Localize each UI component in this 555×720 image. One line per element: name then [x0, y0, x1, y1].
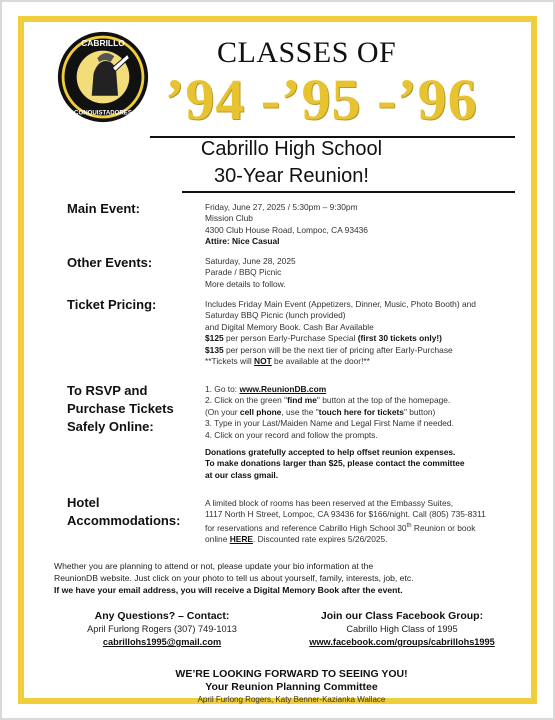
contact-block — [62, 610, 262, 649]
ticket-pricing-label: Ticket Pricing: — [67, 297, 157, 312]
footer-committee-members: April Furlong Rogers, Katy Benner-Kazianka Wallace — [197, 695, 386, 704]
bio-line: Whether you are planning to attend or not, please update your bio information at the — [54, 561, 374, 571]
rsvp-details — [205, 384, 535, 481]
hotel-label — [67, 494, 180, 530]
hotel-line: A limited block of rooms has been reserved at the Embassy Suites, — [205, 498, 454, 508]
hotel-line3-a: for reservations and reference Cabrillo High School 30 — [205, 522, 407, 533]
door-note-b: be available at the door!** — [271, 356, 370, 367]
logo-text-top: CABRILLO — [81, 37, 125, 48]
mobile-a: (On your — [205, 406, 240, 417]
facebook-block — [282, 610, 522, 649]
bio-line-bold: If we have your email address, you will receive a Digital Memory Book after the event. — [54, 585, 403, 595]
hotel-line — [205, 534, 535, 545]
attire-value: Nice Casual — [229, 236, 280, 247]
other-events-label: Other Events: — [67, 255, 153, 270]
other-events-details — [205, 256, 535, 290]
attire-label: Attire: — [205, 236, 230, 247]
other-events-line: Saturday, June 28, 2025 — [205, 256, 296, 266]
donation-line: To make donations larger than $25, please contact the committee — [205, 458, 465, 469]
hotel-details — [205, 498, 535, 545]
flyer-content — [32, 28, 523, 704]
price-next-text: per person will be the next tier of pricing after Early-Purchase — [223, 344, 453, 355]
contact-name: April Furlong Rogers (307) 749-1013 — [87, 624, 237, 634]
rsvp-step-2-mobile — [205, 407, 535, 418]
flyer-page — [18, 16, 537, 704]
door-note — [205, 356, 535, 367]
hotel-label-line: Hotel — [67, 495, 100, 510]
price-early-amount: $125 — [205, 333, 224, 344]
classes-of-title: CLASSES OF — [217, 36, 397, 69]
hotel-booking-link[interactable]: HERE — [229, 534, 253, 545]
facebook-group-link[interactable]: www.facebook.com/groups/cabrillohs1995 — [309, 637, 495, 647]
reunion-title: 30-Year Reunion! — [214, 165, 369, 187]
rsvp-step-2 — [205, 395, 535, 406]
main-event-line: 4300 Club House Road, Lompoc, CA 93436 — [205, 224, 368, 235]
bio-paragraph — [54, 560, 534, 596]
main-event-line: Mission Club — [205, 213, 253, 224]
price-next-amount: $135 — [205, 344, 224, 355]
price-tier-next — [205, 345, 535, 356]
rsvp-step-4: 4. Click on your record and follow the prompts. — [205, 429, 378, 440]
door-note-not: NOT — [254, 356, 272, 367]
pricing-line: and Digital Memory Book. Cash Bar Available — [205, 321, 374, 332]
door-note-a: **Tickets will — [205, 356, 255, 367]
rsvp-label — [67, 382, 174, 436]
rsvp-step-1-text: 1. Go to: — [205, 384, 240, 394]
class-years: ’94 -’95 -’96 — [165, 67, 478, 132]
hotel-line4-b: . Discounted rate expires 5/26/2025. — [252, 534, 388, 545]
footer-committee: Your Reunion Planning Committee — [205, 681, 378, 693]
pricing-line: Includes Friday Main Event (Appetizers, Dinner, Music, Photo Booth) and — [205, 299, 476, 309]
rsvp-label-line: Safely Online: — [67, 419, 154, 434]
facebook-group-name: Cabrillo High Class of 1995 — [346, 624, 458, 634]
footer — [32, 668, 551, 706]
contact-email-link[interactable]: cabrillohs1995@gmail.com — [102, 637, 222, 647]
contact-heading: Any Questions? – Contact: — [94, 610, 230, 622]
price-early-note: (first 30 tickets only!) — [357, 333, 442, 344]
main-event-details — [205, 202, 535, 248]
cell-phone-text: cell phone — [239, 406, 282, 417]
facebook-heading: Join our Class Facebook Group: — [320, 610, 484, 622]
find-me-text: find me — [287, 395, 317, 406]
hotel-line — [205, 521, 535, 534]
other-events-line: More details to follow. — [205, 278, 286, 289]
rsvp-label-line: Purchase Tickets — [67, 401, 174, 416]
hotel-label-line: Accommodations: — [67, 513, 181, 528]
bio-line: ReunionDB website. Just click on your photo to tell us about yourself, family, interests, job, etc. — [54, 573, 414, 583]
logo-text-bottom: CONQUISTADORES — [74, 109, 132, 117]
price-tier-early — [205, 333, 535, 344]
main-event-label: Main Event: — [67, 201, 140, 216]
hotel-line: 1117 North H Street, Lompoc, CA 93436 for $166/night. Call (805) 735-8311 — [205, 509, 486, 520]
pricing-line: Saturday BBQ Picnic (lunch provided) — [205, 310, 346, 321]
attire-line — [205, 236, 535, 247]
rsvp-step-3: 3. Type in your Last/Maiden Name and Legal First Name if needed. — [205, 418, 454, 429]
hotel-line3-sup: th — [406, 522, 412, 529]
mobile-c: , use the " — [281, 406, 319, 417]
other-events-line: Parade / BBQ Picnic — [205, 267, 282, 278]
rsvp-step-1 — [205, 384, 535, 395]
mobile-e: " button) — [403, 406, 436, 417]
cabrillo-logo — [56, 30, 150, 124]
rsvp-step-2-a: 2. Click on the green " — [205, 395, 288, 406]
rsvp-step-2-c: " button at the top of the homepage. — [316, 395, 451, 406]
rsvp-label-line: To RSVP and — [67, 383, 148, 398]
donation-line: at our class gmail. — [205, 469, 279, 480]
reuniondb-link[interactable]: www.ReunionDB.com — [239, 384, 327, 394]
footer-tagline: WE’RE LOOKING FORWARD TO SEEING YOU! — [175, 668, 408, 680]
hotel-line3-b: Reunion or book — [411, 522, 476, 533]
donation-line: Donations gratefully accepted to help offset reunion expenses. — [205, 447, 456, 458]
hotel-line4-a: online — [205, 534, 230, 545]
header-divider-bottom — [182, 191, 515, 193]
school-name: Cabrillo High School — [200, 138, 383, 160]
touch-here-text: touch here for tickets — [318, 406, 404, 417]
price-early-text: per person Early-Purchase Special — [223, 333, 358, 344]
main-event-line: Friday, June 27, 2025 / 5:30pm – 9:30pm — [205, 202, 358, 212]
ticket-pricing-details — [205, 299, 535, 367]
